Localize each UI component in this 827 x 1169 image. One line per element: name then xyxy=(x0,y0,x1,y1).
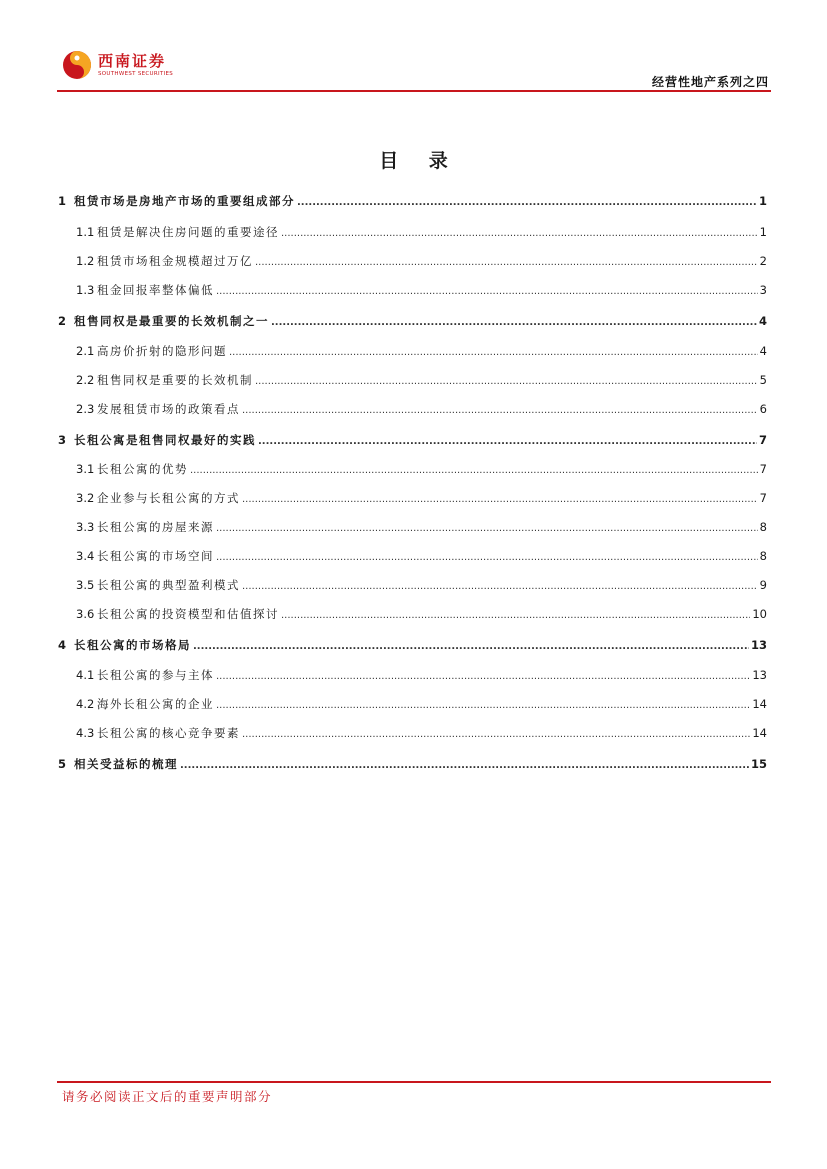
toc-leader-dots xyxy=(271,317,757,328)
toc-page-number: 13 xyxy=(750,638,767,652)
logo-mark-icon xyxy=(62,50,92,80)
toc-section[interactable] xyxy=(58,461,767,481)
toc-number: 3.4 xyxy=(76,549,95,563)
toc-label: 长租公寓的房屋来源 xyxy=(97,520,214,534)
toc-section[interactable] xyxy=(58,519,767,539)
toc-number: 3 xyxy=(58,433,67,447)
toc-number: 4 xyxy=(58,638,67,652)
toc-page-number: 1 xyxy=(759,225,767,239)
toc-number: 5 xyxy=(58,757,67,771)
toc-label: 长租公寓的核心竞争要素 xyxy=(97,726,240,740)
toc-label: 高房价折射的隐形问题 xyxy=(97,344,227,358)
toc-number: 3.2 xyxy=(76,491,95,505)
toc-leader-dots xyxy=(216,552,758,563)
toc-label: 长租公寓的优势 xyxy=(97,462,188,476)
toc-section[interactable] xyxy=(58,606,767,626)
toc-page-number: 7 xyxy=(759,491,767,505)
toc-leader-dots xyxy=(242,494,758,505)
toc-number: 2 xyxy=(58,314,67,328)
toc-number: 3.3 xyxy=(76,520,95,534)
toc-leader-dots xyxy=(193,641,749,652)
series-title: 经营性地产系列之四 xyxy=(651,75,769,89)
toc-label: 相关受益标的梳理 xyxy=(74,757,178,771)
toc-title: 目 录 xyxy=(379,150,460,172)
toc-leader-dots xyxy=(297,197,757,208)
toc-page-number: 15 xyxy=(750,757,767,771)
toc-leader-dots xyxy=(258,436,757,447)
logo-cn-text: 西南证券 xyxy=(98,52,167,70)
toc-leader-dots xyxy=(216,700,750,711)
toc-label: 长租公寓的典型盈利模式 xyxy=(97,578,240,592)
page-header xyxy=(0,0,827,95)
toc-page-number: 7 xyxy=(758,433,767,447)
toc-section[interactable] xyxy=(58,372,767,392)
toc-chapter[interactable] xyxy=(58,637,767,657)
toc-page-number: 3 xyxy=(759,283,767,297)
toc-section[interactable] xyxy=(58,696,767,716)
toc-leader-dots xyxy=(190,465,758,476)
toc-leader-dots xyxy=(216,523,758,534)
toc-chapter[interactable] xyxy=(58,432,767,452)
toc-section[interactable] xyxy=(58,282,767,302)
company-logo xyxy=(62,50,173,80)
toc-leader-dots xyxy=(281,228,758,239)
toc-label: 租赁市场是房地产市场的重要组成部分 xyxy=(74,194,295,208)
toc-page-number: 1 xyxy=(758,194,767,208)
toc-section[interactable] xyxy=(58,490,767,510)
toc-leader-dots xyxy=(255,257,758,268)
toc-leader-dots xyxy=(229,347,758,358)
toc-section[interactable] xyxy=(58,401,767,421)
toc-number: 3.1 xyxy=(76,462,95,476)
toc-chapter[interactable] xyxy=(58,313,767,333)
toc-leader-dots xyxy=(216,286,758,297)
toc-leader-dots xyxy=(242,405,758,416)
toc-label: 租赁是解决住房问题的重要途径 xyxy=(97,225,279,239)
toc-section[interactable] xyxy=(58,548,767,568)
toc-page-number: 10 xyxy=(752,607,767,621)
toc-leader-dots xyxy=(255,376,758,387)
toc-page-number: 5 xyxy=(759,373,767,387)
logo-en-text: SOUTHWEST SECURITIES xyxy=(98,71,174,77)
toc-number: 4.1 xyxy=(76,668,95,682)
toc-page-number: 4 xyxy=(758,314,767,328)
toc-page-number: 8 xyxy=(759,520,767,534)
toc-page-number: 2 xyxy=(759,254,767,268)
toc-leader-dots xyxy=(281,610,750,621)
toc-section[interactable] xyxy=(58,577,767,597)
toc-label: 长租公寓的市场格局 xyxy=(74,638,191,652)
toc-label: 企业参与长租公寓的方式 xyxy=(97,491,240,505)
toc-label: 发展租赁市场的政策看点 xyxy=(97,402,240,416)
disclaimer-note: 请务必阅读正文后的重要声明部分 xyxy=(62,1089,273,1104)
footer-divider xyxy=(57,1081,771,1083)
toc-page-number: 14 xyxy=(752,726,767,740)
toc-leader-dots xyxy=(216,671,750,682)
toc-label: 租赁市场租金规模超过万亿 xyxy=(97,254,253,268)
toc-number: 3.6 xyxy=(76,607,95,621)
toc-chapter[interactable] xyxy=(58,193,767,213)
toc-label: 长租公寓的参与主体 xyxy=(97,668,214,682)
toc-page-number: 8 xyxy=(759,549,767,563)
toc-number: 1.3 xyxy=(76,283,95,297)
toc-number: 1 xyxy=(58,194,67,208)
toc-chapter[interactable] xyxy=(58,756,767,776)
toc-number: 2.3 xyxy=(76,402,95,416)
toc-page-number: 13 xyxy=(752,668,767,682)
toc-label: 租售同权是重要的长效机制 xyxy=(97,373,253,387)
toc-leader-dots xyxy=(242,729,750,740)
toc-section[interactable] xyxy=(58,343,767,363)
toc-number: 3.5 xyxy=(76,578,95,592)
toc-page-number: 9 xyxy=(759,578,767,592)
toc-label: 长租公寓的市场空间 xyxy=(97,549,214,563)
toc-section[interactable] xyxy=(58,253,767,273)
toc-label: 长租公寓是租售同权最好的实践 xyxy=(74,433,256,447)
toc-page-number: 7 xyxy=(759,462,767,476)
toc-number: 2.2 xyxy=(76,373,95,387)
toc-page-number: 14 xyxy=(752,697,767,711)
toc-leader-dots xyxy=(180,760,749,771)
toc-number: 2.1 xyxy=(76,344,95,358)
toc-label: 租金回报率整体偏低 xyxy=(97,283,214,297)
toc-section[interactable] xyxy=(58,667,767,687)
toc-number: 1.1 xyxy=(76,225,95,239)
toc-label: 海外长租公寓的企业 xyxy=(97,697,214,711)
toc-number: 1.2 xyxy=(76,254,95,268)
header-divider xyxy=(57,90,771,92)
toc-section[interactable] xyxy=(58,224,767,244)
toc-page-number: 6 xyxy=(759,402,767,416)
toc-section[interactable] xyxy=(58,725,767,745)
toc-label: 租售同权是最重要的长效机制之一 xyxy=(74,314,269,328)
toc-number: 4.3 xyxy=(76,726,95,740)
toc-leader-dots xyxy=(242,581,758,592)
toc-number: 4.2 xyxy=(76,697,95,711)
toc-label: 长租公寓的投资模型和估值探讨 xyxy=(97,607,279,621)
toc-page-number: 4 xyxy=(759,344,767,358)
